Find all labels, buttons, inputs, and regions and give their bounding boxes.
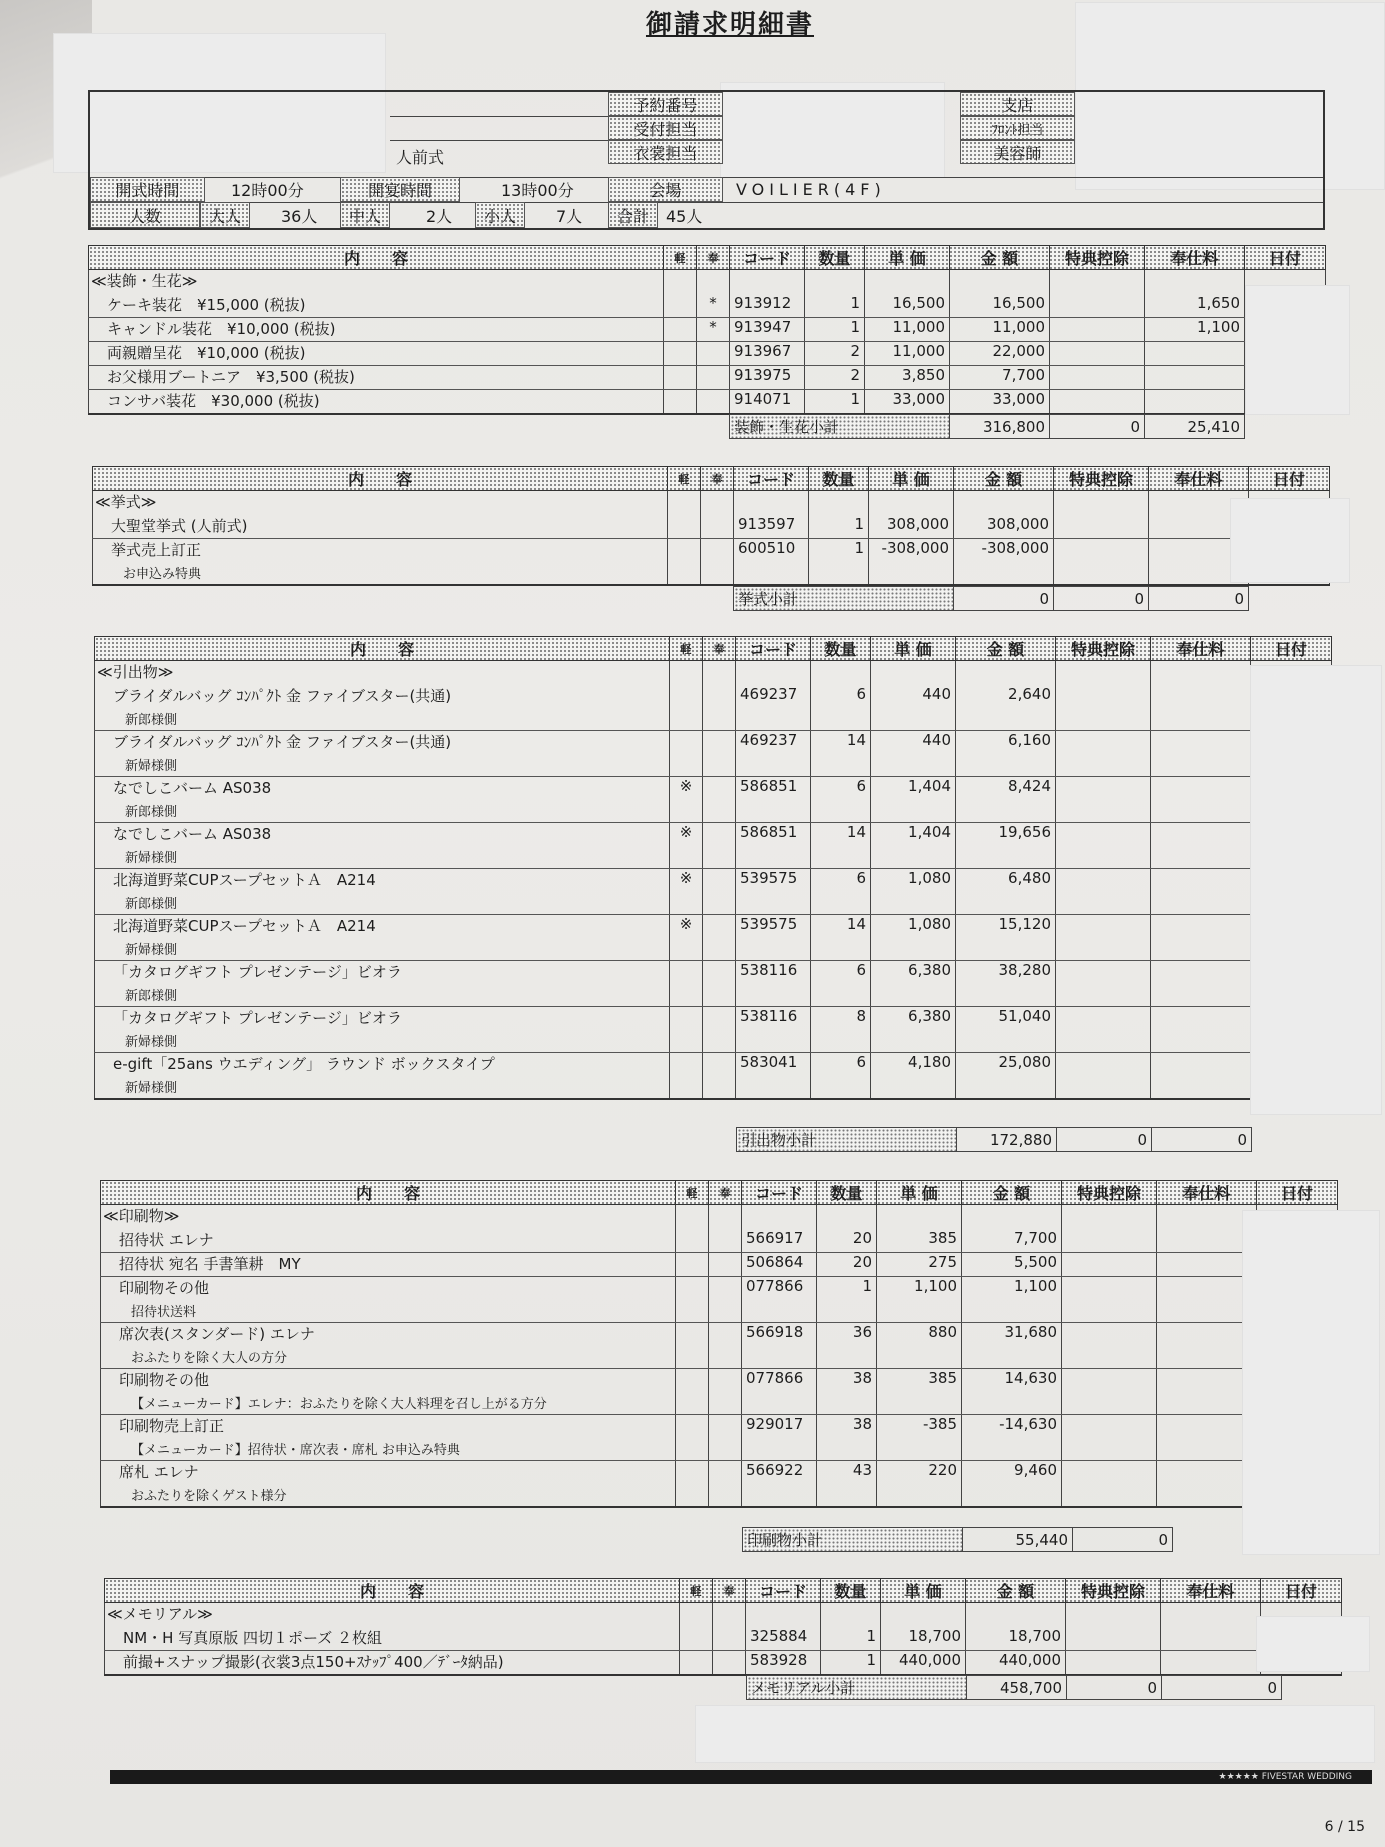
item-note: おふたりを除く大人の方分 (101, 1347, 676, 1369)
item-unit: 33,000 (865, 390, 950, 414)
item-amount: 51,040 (956, 1007, 1056, 1031)
item-code: 469237 (736, 731, 811, 755)
label-yoyaku: 予約番号 (608, 92, 723, 116)
document-title: 御請求明細書 (645, 10, 814, 40)
subtotal-ceremony (733, 586, 1249, 611)
item-code: 566917 (742, 1229, 817, 1253)
col-unit: 単 価 (865, 246, 950, 270)
item-amount: 18,700 (966, 1627, 1066, 1651)
item-desc: 印刷物売上訂正 (101, 1415, 676, 1439)
col-sha: 奉 (713, 1579, 746, 1603)
redacted-block (1242, 1210, 1380, 1555)
item-desc: 席次表(スタンダード) エレナ (101, 1323, 676, 1347)
section-table-printed (100, 1180, 1338, 1508)
subtotal-amount: 172,880 (957, 1128, 1057, 1152)
item-amount: 14,630 (962, 1369, 1062, 1393)
col-qty: 数量 (809, 467, 869, 491)
col-naiyou: 内 容 (89, 246, 664, 270)
item-unit: 385 (877, 1369, 962, 1393)
item-mark: * (697, 318, 730, 342)
item-qty: 6 (811, 685, 871, 709)
item-mark: ※ (670, 823, 703, 847)
item-code: 077866 (742, 1277, 817, 1301)
subtotal-hoshi: 0 (1162, 1676, 1282, 1700)
item-unit: 16,500 (865, 294, 950, 318)
item-desc: 「カタログギフト プレゼンテージ」ビオラ (95, 961, 670, 985)
subtotal-tokuten: 0 (1057, 1128, 1152, 1152)
item-qty: 14 (811, 731, 871, 755)
subtotal-amount: 55,440 (963, 1528, 1073, 1552)
col-kei: 軽 (664, 246, 697, 270)
item-amount: -308,000 (954, 539, 1054, 563)
item-code: 913912 (730, 294, 805, 318)
item-qty: 1 (821, 1651, 881, 1675)
item-note: お申込み特典 (93, 563, 668, 585)
item-code: 913967 (730, 342, 805, 366)
redacted-block (1245, 285, 1350, 415)
col-tokuten: 特典控除 (1056, 637, 1151, 661)
item-qty: 1 (821, 1627, 881, 1651)
brand-label: ★★★★★ FIVESTAR WEDDING (1218, 1772, 1352, 1782)
subtotal-amount: 0 (954, 587, 1054, 611)
col-tokuten: 特典控除 (1062, 1181, 1157, 1205)
item-desc: ブライダルバッグ ｺﾝﾊﾟｸﾄ 金 ファイブスター(共通) (95, 685, 670, 709)
item-note: 新郎様側 (95, 801, 670, 823)
item-unit: 220 (877, 1461, 962, 1485)
item-note: おふたりを除くゲスト様分 (101, 1485, 676, 1507)
item-amount: 9,460 (962, 1461, 1062, 1485)
item-amount: 8,424 (956, 777, 1056, 801)
col-naiyou: 内 容 (93, 467, 668, 491)
item-desc: ブライダルバッグ ｺﾝﾊﾟｸﾄ 金 ファイブスター(共通) (95, 731, 670, 755)
col-amount: 金 額 (962, 1181, 1062, 1205)
item-note: 新郎様側 (95, 709, 670, 731)
item-unit: 1,080 (871, 915, 956, 939)
subtotal-decoration (729, 414, 1245, 439)
item-amount: 38,280 (956, 961, 1056, 985)
col-unit: 単 価 (881, 1579, 966, 1603)
item-desc: 席札 エレナ (101, 1461, 676, 1485)
item-amount: 19,656 (956, 823, 1056, 847)
col-code: コード (730, 246, 805, 270)
col-tokuten: 特典控除 (1054, 467, 1149, 491)
subtotal-gifts (736, 1127, 1252, 1152)
subtotal-label: メモリアル小計 (747, 1676, 967, 1700)
subtotal-tokuten: 0 (1054, 587, 1149, 611)
item-code: 583041 (736, 1053, 811, 1077)
item-amount: 1,100 (962, 1277, 1062, 1301)
col-tokuten: 特典控除 (1066, 1579, 1161, 1603)
item-desc: なでしこバーム AS038 (95, 777, 670, 801)
item-amount: 6,480 (956, 869, 1056, 893)
item-unit: 11,000 (865, 318, 950, 342)
item-desc: 北海道野菜CUPスープセットＡ A214 (95, 915, 670, 939)
item-unit: 4,180 (871, 1053, 956, 1077)
item-code: 469237 (736, 685, 811, 709)
col-unit: 単 価 (877, 1181, 962, 1205)
col-hoshi: 奉仕料 (1149, 467, 1249, 491)
label-gokei: 合計 (608, 202, 658, 228)
item-code: 583928 (746, 1651, 821, 1675)
item-qty: 6 (811, 869, 871, 893)
item-code: 929017 (742, 1415, 817, 1439)
item-unit: 385 (877, 1229, 962, 1253)
col-sha: 奉 (697, 246, 730, 270)
item-amount: 7,700 (950, 366, 1050, 390)
col-naiyou: 内 容 (105, 1579, 680, 1603)
item-qty: 6 (811, 1053, 871, 1077)
item-unit: 6,380 (871, 1007, 956, 1031)
subtotal-memorial (746, 1675, 1282, 1700)
item-mark: ※ (670, 915, 703, 939)
section-table-ceremony (92, 466, 1330, 586)
item-desc: e-gift「25ans ウエディング」 ラウンド ボックスタイプ (95, 1053, 670, 1077)
item-unit: -385 (877, 1415, 962, 1439)
label-otona: 大人 (200, 202, 250, 228)
col-qty: 数量 (805, 246, 865, 270)
item-unit: 6,380 (871, 961, 956, 985)
col-date: 日付 (1251, 637, 1332, 661)
item-amount: 33,000 (950, 390, 1050, 414)
section-table-decoration (88, 245, 1326, 415)
section-table-memorial (104, 1578, 1342, 1676)
col-code: コード (734, 467, 809, 491)
item-code: 538116 (736, 1007, 811, 1031)
subtotal-label: 挙式小計 (734, 587, 954, 611)
subtotal-hoshi: 0 (1149, 587, 1249, 611)
category-label: ≪挙式≫ (93, 491, 668, 515)
item-desc: 印刷物その他 (101, 1277, 676, 1301)
label-kaijo: 会場 (608, 177, 723, 202)
category-label: ≪装飾・生花≫ (89, 270, 664, 294)
item-note: 招待状送料 (101, 1301, 676, 1323)
label-biyoushi: 美容師 (960, 140, 1075, 164)
item-qty: 14 (811, 915, 871, 939)
item-amount: 440,000 (966, 1651, 1066, 1675)
col-unit: 単 価 (869, 467, 954, 491)
item-note: 新婦様側 (95, 1077, 670, 1099)
item-amount: 15,120 (956, 915, 1056, 939)
item-desc: 招待状 宛名 手書筆耕 MY (101, 1253, 676, 1277)
item-qty: 43 (817, 1461, 877, 1485)
category-label: ≪印刷物≫ (101, 1205, 676, 1229)
item-desc: 「カタログギフト プレゼンテージ」ビオラ (95, 1007, 670, 1031)
item-qty: 8 (811, 1007, 871, 1031)
item-unit: 440,000 (881, 1651, 966, 1675)
item-desc: 招待状 エレナ (101, 1229, 676, 1253)
col-amount: 金 額 (954, 467, 1054, 491)
label-ninzu: 人数 (90, 202, 200, 228)
col-date: 日付 (1257, 1181, 1338, 1205)
item-code: 566918 (742, 1323, 817, 1347)
item-code: 566922 (742, 1461, 817, 1485)
item-desc: 印刷物その他 (101, 1369, 676, 1393)
item-code: 538116 (736, 961, 811, 985)
subtotal-hoshi: 0 (1152, 1128, 1252, 1152)
col-kei: 軽 (680, 1579, 713, 1603)
item-code: 913947 (730, 318, 805, 342)
item-amount: 5,500 (962, 1253, 1062, 1277)
item-qty: 38 (817, 1369, 877, 1393)
item-qty: 1 (805, 294, 865, 318)
col-date: 日付 (1249, 467, 1330, 491)
section-table-gifts (94, 636, 1332, 1100)
item-qty: 1 (805, 390, 865, 414)
item-qty: 6 (811, 961, 871, 985)
item-unit: 880 (877, 1323, 962, 1347)
shonin-count: 7人 (556, 206, 583, 226)
item-qty: 14 (811, 823, 871, 847)
item-desc: 両親贈呈花 ¥10,000 (税抜) (89, 342, 664, 366)
item-unit: 18,700 (881, 1627, 966, 1651)
subtotal-tokuten: 0 (1073, 1528, 1173, 1552)
item-amount: 6,160 (956, 731, 1056, 755)
item-desc: 北海道野菜CUPスープセットＡ A214 (95, 869, 670, 893)
item-unit: 1,404 (871, 777, 956, 801)
header-info-grid (88, 90, 1325, 230)
item-amount: 25,080 (956, 1053, 1056, 1077)
ceremony-type: 人前式 (396, 147, 445, 167)
col-qty: 数量 (817, 1181, 877, 1205)
col-amount: 金 額 (966, 1579, 1066, 1603)
col-hoshi: 奉仕料 (1151, 637, 1251, 661)
col-kei: 軽 (670, 637, 703, 661)
item-code: 913597 (734, 515, 809, 539)
item-amount: 31,680 (962, 1323, 1062, 1347)
col-sha: 奉 (703, 637, 736, 661)
item-desc: 前撮+スナップ撮影(衣裳3点150+ｽﾅｯﾌﾟ400／ﾃﾞｰﾀ納品) (105, 1651, 680, 1675)
label-front: ﾌﾛﾝﾄ担当 (960, 116, 1075, 140)
col-code: コード (742, 1181, 817, 1205)
col-naiyou: 内 容 (95, 637, 670, 661)
subtotal-tokuten: 0 (1050, 415, 1145, 439)
redacted-block (1230, 498, 1350, 583)
item-qty: 38 (817, 1415, 877, 1439)
item-desc: 挙式売上訂正 (93, 539, 668, 563)
item-code: 506864 (742, 1253, 817, 1277)
item-unit: 308,000 (869, 515, 954, 539)
item-unit: 440 (871, 685, 956, 709)
item-code: 539575 (736, 869, 811, 893)
col-hoshi: 奉仕料 (1145, 246, 1245, 270)
col-unit: 単 価 (871, 637, 956, 661)
item-qty: 2 (805, 342, 865, 366)
label-isho: 衣裳担当 (608, 140, 723, 164)
item-code: 600510 (734, 539, 809, 563)
subtotal-label: 引出物小計 (737, 1128, 957, 1152)
item-mark: ※ (670, 777, 703, 801)
col-kei: 軽 (676, 1181, 709, 1205)
item-unit: 1,404 (871, 823, 956, 847)
subtotal-tokuten: 0 (1067, 1676, 1162, 1700)
item-desc: NM・H 写真原版 四切１ポーズ ２枚組 (105, 1627, 680, 1651)
kaien-time: 13時00分 (501, 181, 574, 200)
subtotal-printed (742, 1527, 1173, 1552)
col-naiyou: 内 容 (101, 1181, 676, 1205)
item-unit: 440 (871, 731, 956, 755)
item-desc: なでしこバーム AS038 (95, 823, 670, 847)
item-desc: キャンドル装花 ¥10,000 (税抜) (89, 318, 664, 342)
item-qty: 1 (805, 318, 865, 342)
item-amount: 22,000 (950, 342, 1050, 366)
col-qty: 数量 (811, 637, 871, 661)
category-label: ≪引出物≫ (95, 661, 670, 685)
label-chunin: 中人 (340, 202, 390, 228)
label-kaien: 開宴時間 (340, 177, 460, 202)
item-qty: 6 (811, 777, 871, 801)
label-uketsuke: 受付担当 (608, 116, 723, 140)
item-hoshi: 1,650 (1145, 294, 1245, 318)
item-unit: 1,080 (871, 869, 956, 893)
item-qty: 36 (817, 1323, 877, 1347)
item-mark: * (697, 294, 730, 318)
label-shiten: 支店 (960, 92, 1075, 116)
kaishiki-time: 12時00分 (231, 181, 304, 200)
subtotal-label: 装飾・生花小計 (730, 415, 950, 439)
item-unit: 3,850 (865, 366, 950, 390)
label-kaishiki: 開式時間 (90, 177, 205, 202)
col-date: 日付 (1261, 1579, 1342, 1603)
item-note: 新郎様側 (95, 985, 670, 1007)
venue-name: VOILIER(4F) (736, 180, 886, 199)
total-count: 45人 (666, 206, 703, 226)
item-note: 新郎様側 (95, 893, 670, 915)
page-number: 6 / 15 (1324, 1819, 1365, 1835)
item-code: 586851 (736, 823, 811, 847)
footer-bar (110, 1770, 1372, 1784)
col-sha: 奉 (701, 467, 734, 491)
item-amount: 11,000 (950, 318, 1050, 342)
item-amount: 7,700 (962, 1229, 1062, 1253)
item-qty: 20 (817, 1229, 877, 1253)
subtotal-amount: 316,800 (950, 415, 1050, 439)
item-unit: 11,000 (865, 342, 950, 366)
col-qty: 数量 (821, 1579, 881, 1603)
item-unit: -308,000 (869, 539, 954, 563)
col-code: コード (736, 637, 811, 661)
col-amount: 金 額 (956, 637, 1056, 661)
subtotal-amount: 458,700 (967, 1676, 1067, 1700)
item-hoshi: 1,100 (1145, 318, 1245, 342)
item-qty: 1 (809, 539, 869, 563)
item-note: 新婦様側 (95, 1031, 670, 1053)
item-amount: -14,630 (962, 1415, 1062, 1439)
subtotal-label: 印刷物小計 (743, 1528, 963, 1552)
item-note: 新婦様側 (95, 939, 670, 961)
item-desc: コンサバ装花 ¥30,000 (税抜) (89, 390, 664, 414)
item-code: 913975 (730, 366, 805, 390)
item-unit: 1,100 (877, 1277, 962, 1301)
redacted-block (1256, 1616, 1370, 1672)
col-amount: 金 額 (950, 246, 1050, 270)
item-note: 新婦様側 (95, 847, 670, 869)
item-amount: 2,640 (956, 685, 1056, 709)
subtotal-hoshi: 25,410 (1145, 415, 1245, 439)
item-code: 077866 (742, 1369, 817, 1393)
item-code: 914071 (730, 390, 805, 414)
item-qty: 20 (817, 1253, 877, 1277)
col-sha: 奉 (709, 1181, 742, 1205)
item-qty: 1 (809, 515, 869, 539)
redacted-block (1250, 665, 1382, 1115)
col-code: コード (746, 1579, 821, 1603)
item-code: 325884 (746, 1627, 821, 1651)
item-qty: 2 (805, 366, 865, 390)
item-code: 539575 (736, 915, 811, 939)
item-qty: 1 (817, 1277, 877, 1301)
col-hoshi: 奉仕料 (1161, 1579, 1261, 1603)
col-tokuten: 特典控除 (1050, 246, 1145, 270)
label-shonin: 小人 (475, 202, 525, 228)
item-code: 586851 (736, 777, 811, 801)
category-label: ≪メモリアル≫ (105, 1603, 680, 1627)
item-note: 【メニューカード】エレナ：おふたりを除く大人料理を召し上がる方分 (101, 1393, 676, 1415)
chunin-count: 2人 (426, 206, 453, 226)
item-mark: ※ (670, 869, 703, 893)
item-amount: 16,500 (950, 294, 1050, 318)
item-amount: 308,000 (954, 515, 1054, 539)
item-note: 【メニューカード】招待状・席次表・席札 お申込み特典 (101, 1439, 676, 1461)
col-kei: 軽 (668, 467, 701, 491)
item-desc: 大聖堂挙式 (人前式) (93, 515, 668, 539)
item-desc: ケーキ装花 ¥15,000 (税抜) (89, 294, 664, 318)
item-desc: お父様用ブートニア ¥3,500 (税抜) (89, 366, 664, 390)
col-date: 日付 (1245, 246, 1326, 270)
redacted-block (695, 1705, 1375, 1763)
item-unit: 275 (877, 1253, 962, 1277)
otona-count: 36人 (281, 206, 318, 226)
col-hoshi: 奉仕料 (1157, 1181, 1257, 1205)
item-note: 新婦様側 (95, 755, 670, 777)
